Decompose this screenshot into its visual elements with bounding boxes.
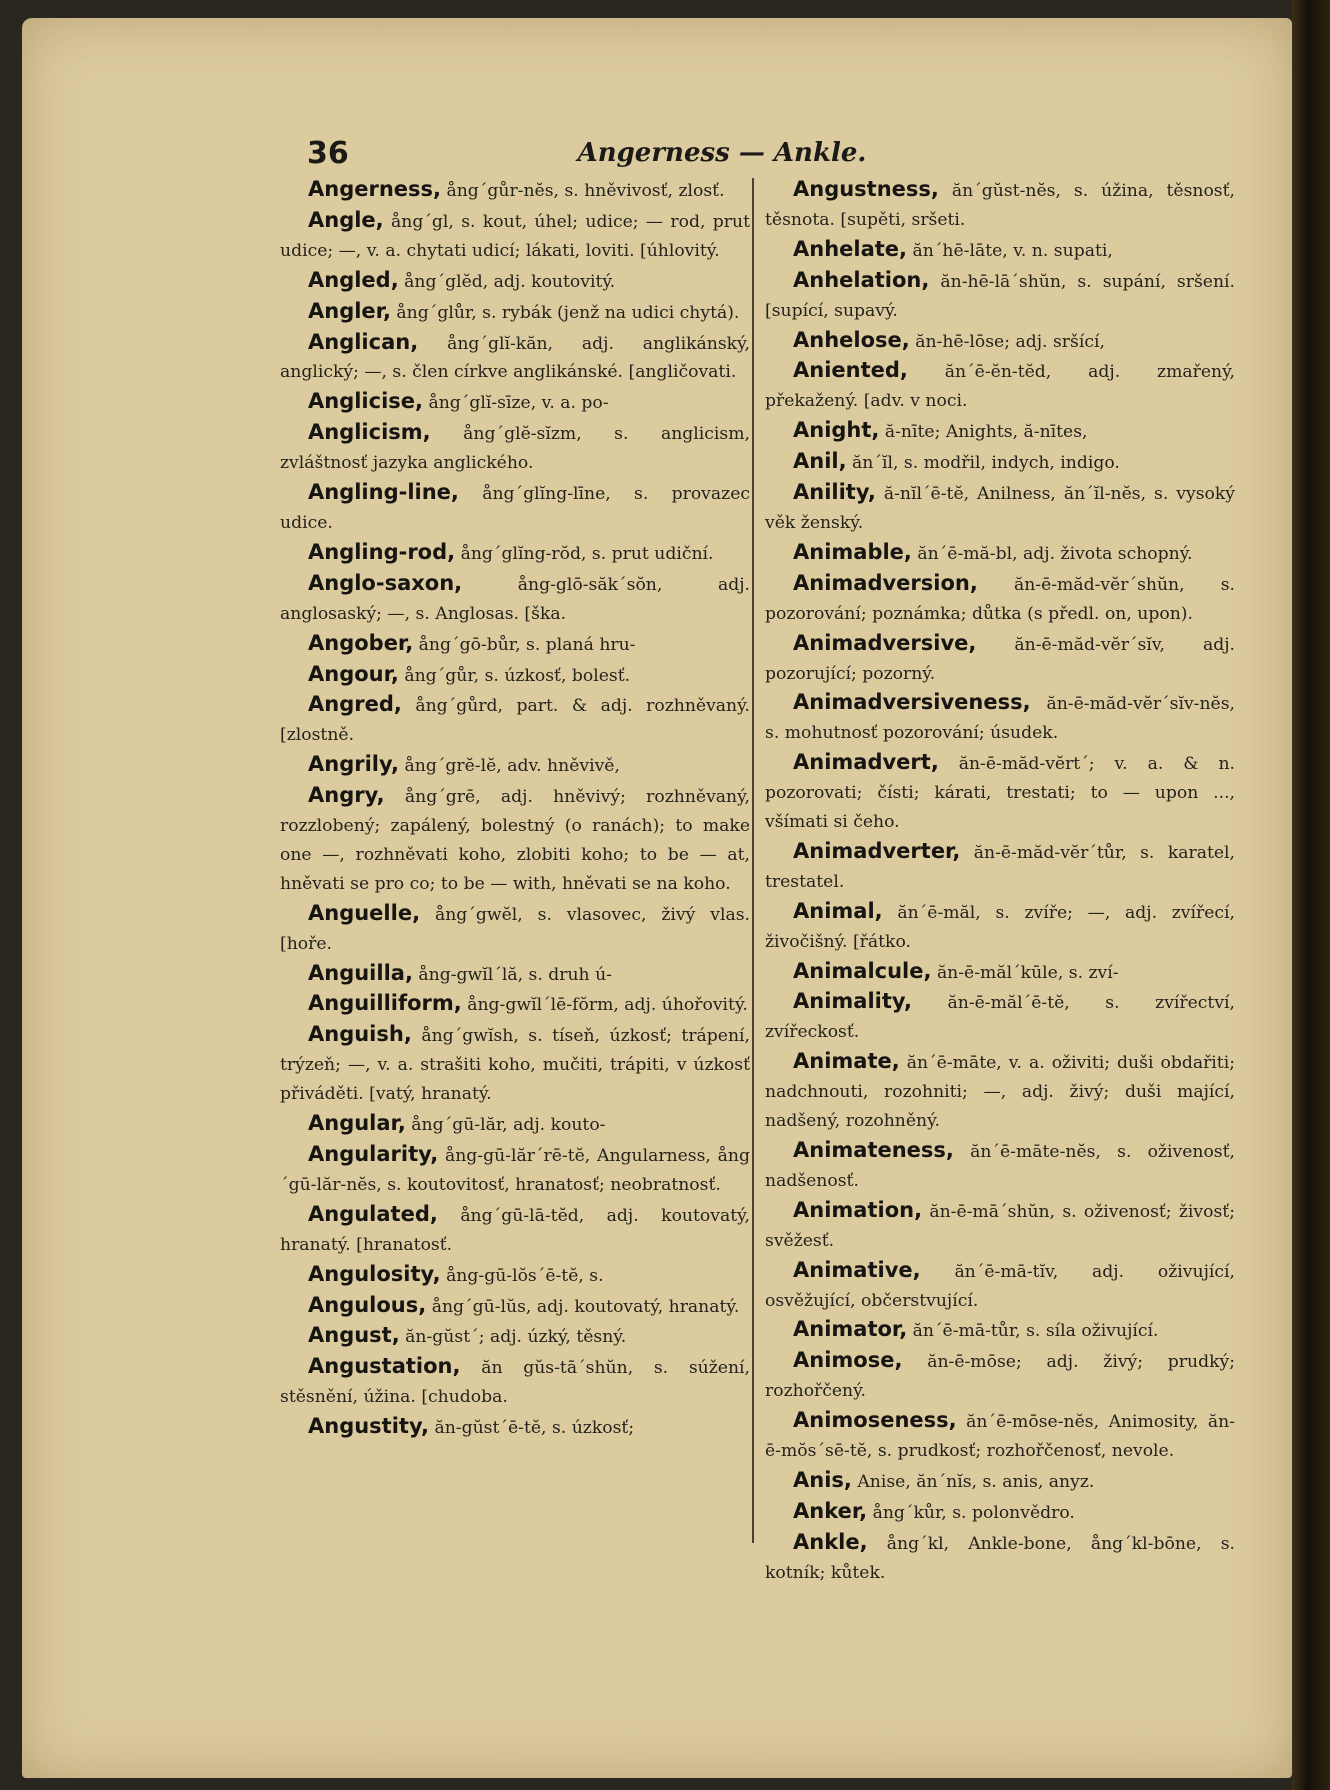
dictionary-entry: [765, 326, 1235, 357]
entry-definition: ång´grĕ-lĕ, adv. hněvivě,: [404, 756, 620, 777]
entry-headword: Ankle,: [793, 1529, 868, 1554]
entry-definition: ång´gō-bůr, s. planá hru-: [418, 634, 636, 655]
entry-definition: ång´gůrd, part. & adj. rozhněvaný. [zlostně.: [280, 696, 750, 746]
entry-definition: ång´glĭ-sīze, v. a. po-: [428, 393, 609, 414]
entry-definition: ăn-ē-măl´kūle, s. zví-: [936, 962, 1119, 983]
dictionary-entry: [765, 897, 1235, 957]
entry-definition: ång´glĭ-kăn, adj. anglikánský, anglický; —, s. člen církve anglikánské. [angličovati.: [280, 333, 750, 383]
entry-definition: ång-gū-lăr´rē-tĕ, Angularness, ång´gū-lăr-nĕs, s. koutovitosť, hranatosť; neobratnosť.: [280, 1146, 750, 1195]
entry-definition: ång-glō-săk´sŏn, adj. anglosaský; —, s. Anglosas. [ška.: [280, 574, 750, 624]
running-head: Angerness — Ankle.: [577, 138, 867, 168]
dictionary-entry: [765, 748, 1235, 837]
dictionary-entry: [280, 1321, 750, 1352]
dictionary-entry: [280, 387, 750, 418]
dictionary-entry: [280, 1020, 750, 1109]
entry-definition: ăn-ē-măd-vĕr´sĭv, adj. pozorující; pozorný.: [765, 634, 1235, 684]
entry-headword: Animoseness,: [793, 1408, 957, 1433]
entry-headword: Angry,: [308, 783, 385, 808]
entry-headword: Angled,: [308, 267, 399, 292]
entry-headword: Anight,: [793, 418, 880, 443]
dictionary-entry: [280, 690, 750, 750]
dictionary-entry: [280, 478, 750, 538]
dictionary-entry: [280, 175, 750, 206]
entry-headword: Animation,: [793, 1197, 923, 1222]
page-number: 36: [307, 136, 349, 171]
entry-definition: ăn´ē-mōse-nĕs, Animosity, ăn-ē-mŏs´sē-tĕ, s. prudkosť; rozhořčenosť, nevole.: [765, 1412, 1235, 1462]
entry-definition: ăn-ē-mā´shŭn, s. oživenosť; živosť; svěžesť.: [765, 1201, 1235, 1251]
entry-headword: Animadverter,: [793, 838, 961, 863]
dictionary-entry: [280, 1200, 750, 1260]
dictionary-entry: [765, 1406, 1235, 1466]
dictionary-entry: [765, 1047, 1235, 1136]
dictionary-entry: [280, 1140, 750, 1200]
dictionary-entry: [280, 206, 750, 266]
dictionary-entry: [280, 1260, 750, 1291]
entry-definition: ång´grē, adj. hněvivý; rozhněvaný, rozzlobený; zapálený, bolestný (o ranách); to make one —, rozhněvati koho, zlobiti koho; to be — at, hněvati se pro co; to be — with, hněvati se na koho.: [280, 787, 750, 894]
entry-headword: Anhelose,: [793, 327, 910, 352]
entry-definition: ăn´hē-lāte, v. n. supati,: [912, 240, 1113, 261]
entry-definition: ăn´ē-ĕn-tĕd, adj. zmařený, překažený. [adv. v noci.: [765, 362, 1235, 412]
entry-headword: Angle,: [308, 207, 384, 232]
entry-definition: ăn gŭs-tā´shŭn, s. súžení, stěsnění, úžina. [chudoba.: [280, 1358, 750, 1408]
entry-headword: Anglican,: [308, 329, 419, 354]
entry-headword: Angrily,: [308, 752, 400, 777]
entry-headword: Angustity,: [308, 1414, 429, 1439]
dictionary-entry: [765, 569, 1235, 629]
left-column: [280, 175, 750, 1443]
entry-headword: Angular,: [308, 1111, 406, 1136]
entry-headword: Angerness,: [308, 177, 442, 201]
dictionary-entry: [280, 899, 750, 959]
dictionary-entry: [765, 1528, 1235, 1588]
entry-definition: ăn´ĭl, s. modřil, indych, indigo.: [852, 453, 1120, 474]
entry-headword: Animative,: [793, 1257, 921, 1282]
entry-definition: ă-nīte; Anights, ă-nītes,: [884, 422, 1088, 443]
dictionary-entry: [765, 538, 1235, 569]
entry-definition: ång´glĭng-līne, s. provazec udice.: [280, 484, 750, 533]
dictionary-entry: [765, 837, 1235, 897]
entry-headword: Anguish,: [308, 1022, 412, 1047]
dictionary-entry: [280, 538, 750, 569]
entry-definition: ăn-ē-mōse; adj. živý; prudký; rozhořčený.: [765, 1352, 1236, 1402]
entry-definition: ăn-ē-măd-vĕrt´; v. a. & n. pozorovati; čísti; kárati, trestati; to — upon ..., všímati si čeho.: [765, 754, 1235, 833]
entry-definition: ăn-gŭst´; adj. úzký, těsný.: [405, 1327, 627, 1348]
entry-definition: ång-gwĭl´lă, s. druh ú-: [418, 964, 612, 985]
entry-headword: Animadversion,: [793, 570, 978, 595]
entry-headword: Anis,: [793, 1467, 852, 1492]
dictionary-entry: [765, 235, 1235, 266]
entry-definition: Anise, ăn´nĭs, s. anis, anyz.: [857, 1471, 1095, 1492]
dictionary-entry: [765, 1315, 1235, 1346]
dictionary-entry: [765, 957, 1235, 988]
entry-definition: ăn-ē-măl´ē-tĕ, s. zvířectví, zvířeckosť.: [765, 993, 1236, 1043]
entry-definition: ång´gůr-nĕs, s. hněvivosť, zlosť.: [446, 181, 725, 201]
entry-headword: Animadversive,: [793, 630, 977, 655]
entry-headword: Angling-rod,: [308, 539, 456, 564]
entry-headword: Anhelate,: [793, 236, 908, 261]
entry-definition: ång´glĕ-sĭzm, s. anglicism, zvláštnosť jazyka anglického.: [280, 424, 750, 474]
entry-headword: Anility,: [793, 480, 876, 505]
entry-definition: ăn-ē-măd-vĕr´sĭv-nĕs, s. mohutnosť pozorování; úsudek.: [765, 694, 1235, 744]
entry-headword: Animator,: [793, 1317, 908, 1342]
dictionary-entry: [280, 569, 750, 629]
entry-headword: Animose,: [793, 1348, 903, 1373]
entry-headword: Anker,: [793, 1498, 868, 1523]
dictionary-entry: [765, 1346, 1235, 1406]
dictionary-entry: [280, 629, 750, 660]
dictionary-entry: [765, 416, 1235, 447]
dictionary-entry: [765, 987, 1235, 1047]
right-column: [765, 175, 1235, 1588]
entry-definition: ăn´ē-mā-tĭv, adj. oživující, osvěžující, občerstvující.: [765, 1261, 1235, 1311]
dictionary-entry: [280, 959, 750, 990]
dictionary-entry: [765, 1466, 1235, 1497]
entry-headword: Angling-line,: [308, 480, 459, 505]
book-binding-edge: [1292, 0, 1330, 1790]
entry-headword: Animable,: [793, 539, 912, 564]
dictionary-entry: [765, 629, 1235, 689]
entry-headword: Anglo-saxon,: [308, 570, 463, 595]
entry-headword: Angred,: [308, 692, 402, 717]
entry-definition: ăn´ē-măl, s. zvíře; —, adj. zvířecí, živočišný. [řátko.: [765, 902, 1235, 952]
entry-definition: ăn-hē-lōse; adj. sršící,: [915, 331, 1105, 352]
entry-definition: ăn-ē-măd-vĕr´tůr, s. karatel, trestatel.: [765, 842, 1235, 892]
entry-definition: ång´glĕd, adj. koutovitý.: [404, 271, 616, 292]
entry-definition: ăn´ē-mā-tůr, s. síla oživující.: [912, 1321, 1159, 1342]
entry-headword: Animadversiveness,: [793, 690, 1031, 715]
entry-definition: ång´gwĭsh, s. tíseň, úzkosť; trápení, trýzeň; —, v. a. strašiti koho, mučiti, trápiti, v úzkosť přiváděti. [vatý, hranatý.: [280, 1026, 751, 1105]
entry-headword: Angulosity,: [308, 1261, 441, 1286]
page-header: [307, 136, 1137, 176]
entry-headword: Anhelation,: [793, 267, 930, 292]
entry-definition: ăn´ē-mă-bl, adj. života schopný.: [917, 543, 1193, 564]
dictionary-entry: [765, 356, 1235, 416]
dictionary-entry: [765, 447, 1235, 478]
entry-headword: Animate,: [793, 1049, 900, 1074]
entry-definition: ång´gůr, s. úzkosť, bolesť.: [404, 665, 631, 686]
entry-headword: Animadvert,: [793, 750, 939, 775]
entry-headword: Animality,: [793, 989, 912, 1014]
entry-headword: Aniented,: [793, 358, 908, 383]
dictionary-entry: [280, 1109, 750, 1140]
dictionary-entry: [765, 1256, 1235, 1316]
entry-headword: Animalcule,: [793, 958, 932, 983]
entry-definition: ăn´gŭst-nĕs, s. úžina, těsnosť, těsnota. [supěti, sršeti.: [765, 181, 1235, 230]
entry-headword: Anglicise,: [308, 389, 423, 414]
dictionary-entry: [280, 781, 750, 899]
entry-headword: Angust,: [308, 1323, 400, 1348]
entry-definition: ång´glůr, s. rybák (jenž na udici chytá).: [396, 302, 740, 323]
dictionary-entry: [765, 478, 1235, 538]
entry-headword: Angour,: [308, 661, 399, 686]
entry-headword: Angler,: [308, 298, 391, 323]
entry-definition: ång´gl, s. kout, úhel; udice; — rod, prut udice; —, v. a. chytati udicí; lákati, loviti. [úhlovitý.: [280, 211, 750, 261]
entry-definition: ång-gū-lŏs´ē-tĕ, s.: [446, 1265, 604, 1286]
entry-headword: Anguilla,: [308, 960, 413, 985]
entry-headword: Animal,: [793, 898, 883, 923]
entry-definition: ång´gū-lā-tĕd, adj. koutovatý, hranatý. [hranatosť.: [280, 1205, 750, 1255]
dictionary-entry: [765, 688, 1235, 748]
entry-definition: ăn´ē-māte-nĕs, s. oživenosť, nadšenosť.: [765, 1142, 1235, 1191]
column-divider: [752, 178, 754, 1543]
entry-headword: Anil,: [793, 449, 847, 474]
entry-headword: Angustation,: [308, 1354, 461, 1379]
entry-headword: Angularity,: [308, 1142, 439, 1166]
dictionary-entry: [765, 1497, 1235, 1528]
dictionary-entry: [280, 1352, 750, 1412]
dictionary-entry: [280, 418, 750, 478]
entry-definition: ång´gwĕl, s. vlasovec, živý vlas. [hoře.: [280, 904, 750, 954]
entry-definition: ă-nĭl´ē-tĕ, Anilness, ăn´ĭl-nĕs, s. vysoký věk ženský.: [765, 484, 1235, 533]
entry-headword: Animateness,: [793, 1138, 954, 1162]
dictionary-entry: [280, 660, 750, 691]
entry-definition: ăn-ē-măd-vĕr´shŭn, s. pozorování; poznámka; důtka (s předl. on, upon).: [765, 574, 1235, 624]
dictionary-entry: [765, 175, 1235, 235]
dictionary-entry: [765, 1196, 1235, 1256]
dictionary-entry: [280, 989, 750, 1020]
entry-headword: Anglicism,: [308, 420, 431, 445]
entry-definition: ăn-gŭst´ē-tĕ, s. úzkosť;: [434, 1418, 635, 1439]
entry-headword: Angustness,: [793, 177, 939, 201]
entry-headword: Anguilliform,: [308, 991, 462, 1016]
entry-definition: ång´gū-lăr, adj. kouto-: [411, 1115, 606, 1136]
dictionary-entry: [280, 328, 750, 388]
entry-headword: Angulous,: [308, 1292, 427, 1317]
dictionary-entry: [280, 297, 750, 328]
dictionary-entry: [765, 266, 1235, 326]
entry-definition: ăn-hē-lā´shŭn, s. supání, sršení. [supící, supavý.: [765, 271, 1235, 321]
dictionary-entry: [280, 1412, 750, 1443]
entry-definition: ång´glĭng-rŏd, s. prut udiční.: [460, 543, 714, 564]
entry-definition: ång´gū-lŭs, adj. koutovatý, hranatý.: [431, 1296, 740, 1317]
dictionary-entry: [765, 1136, 1235, 1196]
entry-definition: ång-gwĭl´lē-fŏrm, adj. úhořovitý.: [467, 995, 748, 1016]
entry-definition: ăn´ē-māte, v. a. oživiti; duši obdařiti; nadchnouti, rozohniti; —, adj. živý; duši mající, nadšený, rozohněný.: [765, 1053, 1235, 1132]
entry-headword: Angober,: [308, 630, 414, 655]
entry-definition: ång´kl, Ankle-bone, ång´kl-bōne, s. kotník; kůtek.: [765, 1533, 1236, 1583]
entry-headword: Anguelle,: [308, 900, 421, 925]
dictionary-entry: [280, 1291, 750, 1322]
dictionary-entry: [280, 266, 750, 297]
entry-headword: Angulated,: [308, 1201, 438, 1226]
dictionary-entry: [280, 750, 750, 781]
entry-definition: ång´kůr, s. polonvědro.: [872, 1502, 1075, 1523]
